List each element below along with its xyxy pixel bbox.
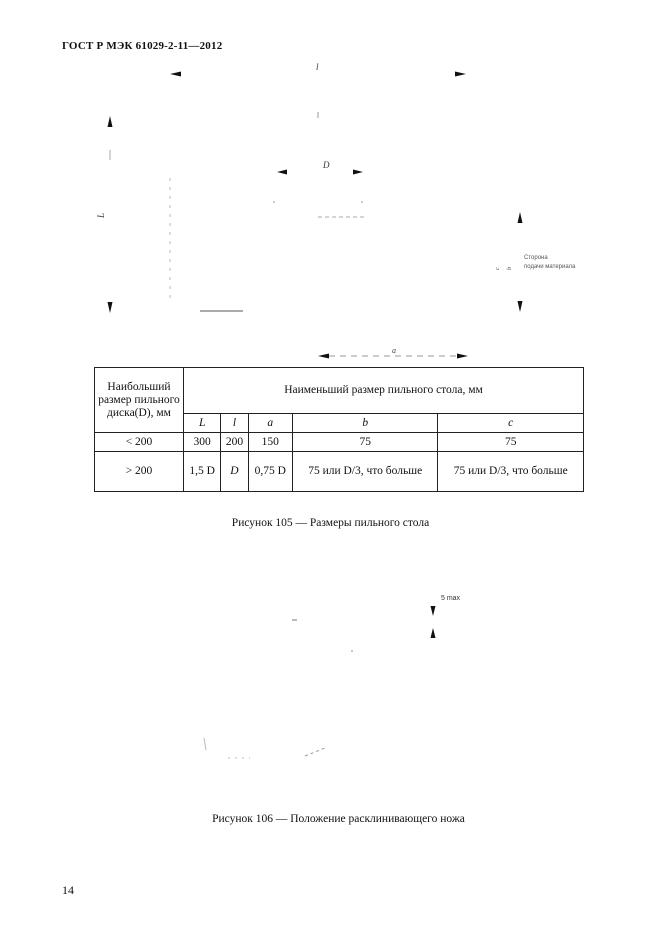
dim-L-top-arrow	[108, 116, 113, 127]
cell-b: 75	[292, 433, 438, 452]
dim-c-top-arrow	[518, 212, 523, 223]
subheader-a: a	[248, 414, 292, 433]
group-header: Наименьший размер пильного стола, мм	[184, 368, 584, 414]
figure-105-caption: Рисунок 105 — Размеры пильного стола	[231, 517, 430, 529]
dim-a-label: a	[392, 346, 396, 355]
dim-c-bottom-arrow	[518, 301, 523, 312]
cell-a: 0,75 D	[248, 452, 292, 492]
cell-L: 1,5 D	[184, 452, 221, 492]
blade-mark	[273, 201, 275, 203]
subheader-c: c	[438, 414, 584, 433]
dim-l-right-arrow	[455, 72, 466, 77]
col-diameter-header: Наибольший размер пильного диска(D), мм	[95, 368, 184, 433]
cell-l: 200	[221, 433, 248, 452]
cell-L: 300	[184, 433, 221, 452]
dim-l-left-arrow	[170, 72, 181, 77]
table-row	[95, 452, 584, 492]
dim-5max-bottom-arrow	[431, 628, 436, 638]
knife-outline	[204, 738, 206, 750]
dim-D-right-arrow	[353, 170, 363, 175]
cell-c: 75 или D/3, что больше	[438, 452, 584, 492]
dim-5max-label: 5 max	[441, 595, 461, 602]
figure-106-caption: Рисунок 106 — Положение расклинивающего ножа	[212, 813, 465, 825]
dim-a-left-arrow	[318, 354, 329, 359]
page-number: 14	[62, 883, 74, 897]
document-header: ГОСТ Р МЭК 61029-2-11—2012	[62, 40, 223, 52]
knife-outline	[305, 748, 325, 756]
dim-b-label: b	[507, 267, 513, 270]
dim-a-right-arrow	[457, 354, 468, 359]
dim-c-label: c	[495, 267, 501, 270]
cell-a: 150	[248, 433, 292, 452]
dim-L-bottom-arrow	[108, 302, 113, 313]
dim-D-left-arrow	[277, 170, 287, 175]
cell-l: D	[221, 452, 248, 492]
dim-D-label: D	[323, 160, 330, 170]
dim-5max-top-arrow	[431, 606, 436, 616]
subheader-b: b	[292, 414, 438, 433]
dim-l-label: l	[316, 62, 319, 72]
blade-mark	[361, 201, 363, 203]
figure-105-drawing	[0, 0, 661, 370]
knife-mark	[351, 650, 353, 652]
subheader-l: l	[221, 414, 248, 433]
feed-side-label-1: Сторона	[524, 255, 548, 261]
dim-L-label: L	[96, 212, 106, 218]
cell-c: 75	[438, 433, 584, 452]
cell-diameter: > 200	[95, 452, 184, 492]
feed-side-label-2: подачи материала	[524, 264, 576, 270]
saw-table-dimensions-table	[94, 367, 584, 492]
subheader-L: L	[184, 414, 221, 433]
cell-b: 75 или D/3, что больше	[292, 452, 438, 492]
cell-diameter: < 200	[95, 433, 184, 452]
figure-106-drawing	[0, 580, 661, 780]
table-row	[95, 433, 584, 452]
